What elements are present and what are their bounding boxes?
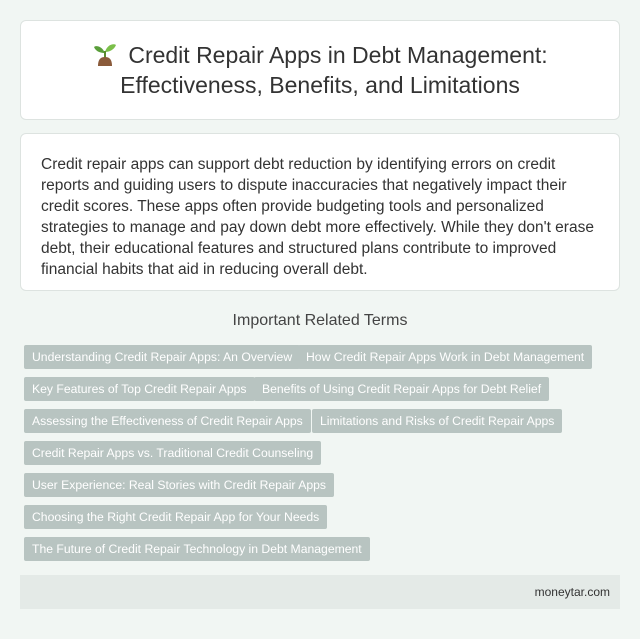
related-term-link[interactable]: Key Features of Top Credit Repair Apps [24,377,255,401]
related-term-link[interactable]: Understanding Credit Repair Apps: An Overview [24,345,300,369]
related-term-link[interactable]: Choosing the Right Credit Repair App for Your Needs [24,505,327,529]
related-terms-heading: Important Related Terms [232,312,408,329]
title-card [20,20,620,120]
page-title-text: Credit Repair Apps in Debt Management: Effectiveness, Benefits, and Limitations [120,42,548,98]
footer-site-link[interactable]: moneytar.com [534,585,610,599]
related-term-link[interactable]: The Future of Credit Repair Technology in Debt Management [24,537,370,561]
page-title [21,40,619,100]
summary-card [20,133,620,291]
related-term-link[interactable]: How Credit Repair Apps Work in Debt Management [298,345,592,369]
related-term-link[interactable]: Assessing the Effectiveness of Credit Repair Apps [24,409,311,433]
related-term-link[interactable]: Benefits of Using Credit Repair Apps for Debt Relief [254,377,549,401]
sprout-icon [92,40,118,66]
footer [20,575,620,609]
related-term-link[interactable]: Credit Repair Apps vs. Traditional Credit Counseling [24,441,321,465]
related-term-link[interactable]: Limitations and Risks of Credit Repair Apps [312,409,562,433]
summary-text: Credit repair apps can support debt reduction by identifying errors on credit reports and guiding users to dispute inaccuracies that negatively impact their credit scores. These apps often provide budgeting tools and personalized strategies to manage and pay down debt more effectively. While they don't erase debt, their educational features and structured plans contribute to improved financial habits that aid in reducing overall debt. [41,156,594,278]
related-term-link[interactable]: User Experience: Real Stories with Credit Repair Apps [24,473,334,497]
